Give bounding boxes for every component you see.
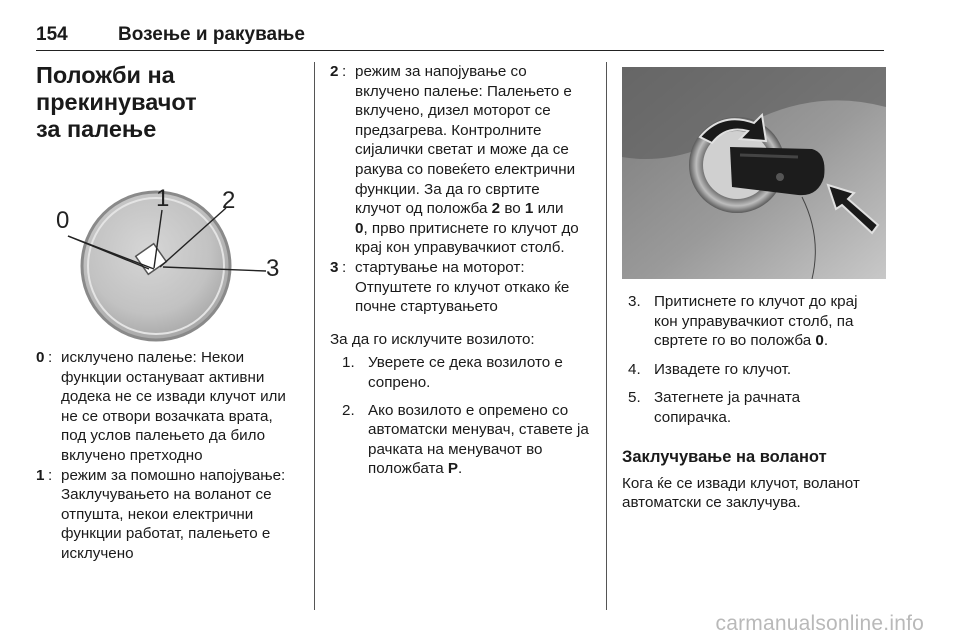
switch-off-steps-b [622,292,886,428]
column-divider-2 [606,62,607,610]
positions-list-left [36,348,302,564]
switch-off-intro: За да го исклучите возилото: [330,330,535,348]
watermark: carmanualsonline.info [715,612,924,635]
step-5: 5. Затегнете ја рачната сопирачка. [628,389,801,426]
chapter-title: Возење и ракување [118,24,305,45]
steering-lock-text: Кога ќе се извади клучот, воланот автоматски се заклучува. [622,474,860,512]
position-1-desc: 1 : режим за помошно напојување: Заклучувањето на воланот се отпушта, некои електрични функции работат, палењето е исклучено [36,466,286,562]
steering-lock-title: Заклучување на воланот [622,447,827,466]
key-insertion-illustration [622,67,886,279]
position-label-0: 0 [56,207,70,234]
car-key-icon [730,147,825,195]
ignition-positions-diagram [36,126,302,342]
position-2-desc: 2 : режим за напојување со вклучено палење: Палењето е вклучено, дизел моторот се предзагрева. Контролните сијалички светат и може да се ракува со повеќето електрични функции. За да го свртите клучот од положба 2 во 1 или 0, прво притиснете го клучот до крај кон управувачкиот столб. [330,63,579,257]
column-right [622,292,886,513]
position-label-2: 2 [222,187,236,214]
position-label-1: 1 [156,185,170,212]
step-2: 2. Ако возилото е опремено со автоматски менувач, ставете ја рачката на менувачот во положбата P. [342,401,589,478]
switch-off-steps-a [330,353,596,479]
step-1: 1. Уверете се дека возилото е сопрено. [342,354,563,391]
position-label-3: 3 [266,255,280,282]
position-3-desc: 3 : стартување на моторот: Отпуштете го клучот откако ќе почне стартувањето [330,258,570,316]
column-middle [330,62,596,479]
section-title: Положби на прекинувачот за палење [36,62,197,142]
position-0-desc: 0 : исклучено палење: Некои функции остануваат активни додека не се извади клучот или не се отвори возачката врата, под услов палењето да било вклучено претходно [36,349,286,464]
page-header [36,20,884,51]
column-left [36,62,302,562]
step-3: 3. Притиснете го клучот до крај кон управувачкиот столб, па свртете го во положба 0. [628,293,858,350]
column-divider [314,62,315,610]
page-number: 154 [36,24,68,45]
step-4: 4. Извадете го клучот. [628,360,792,378]
